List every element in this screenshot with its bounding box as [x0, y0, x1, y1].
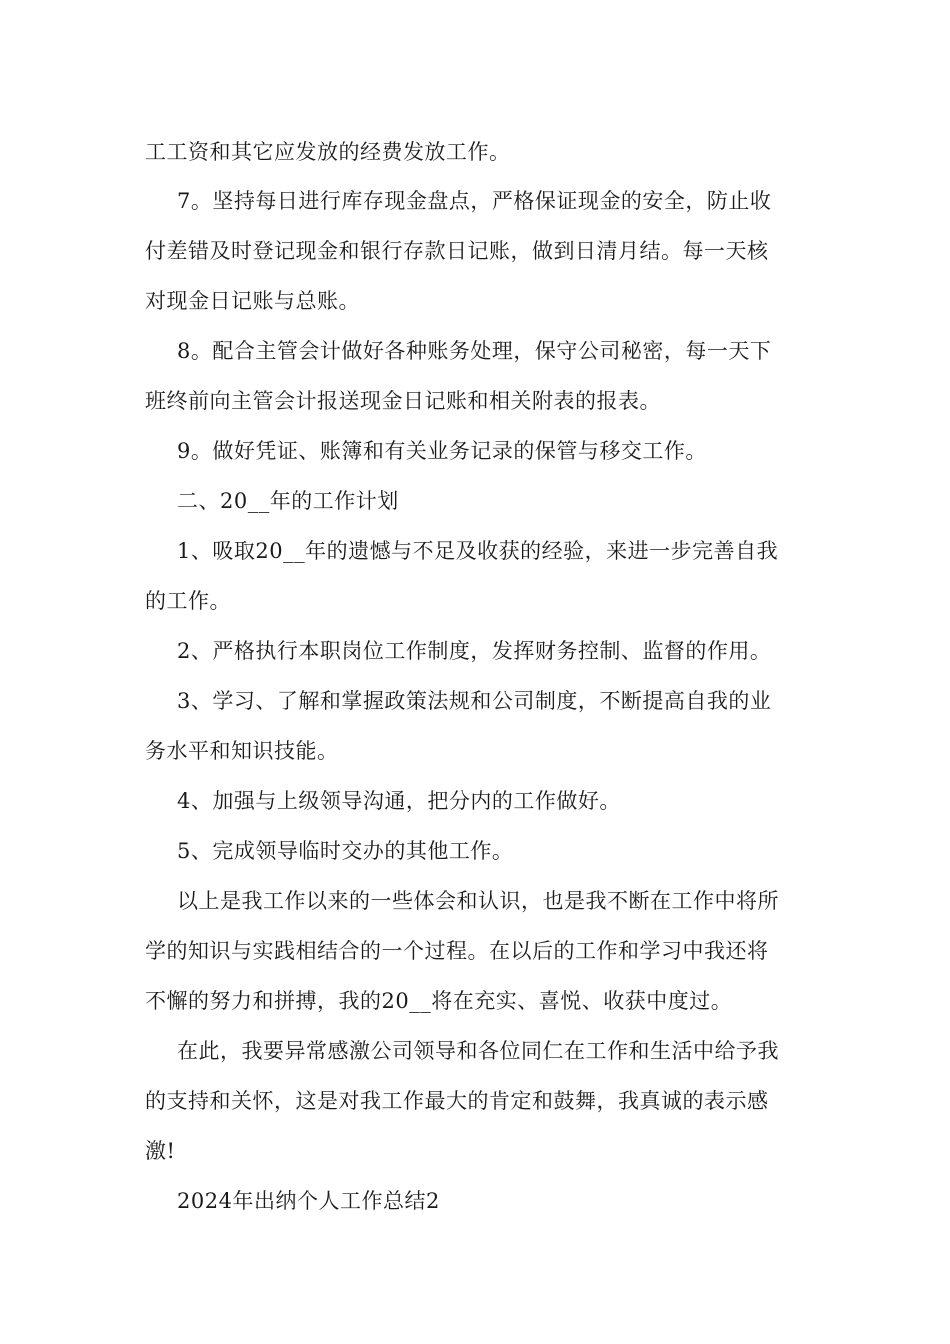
text-line: 4、加强与上级领导沟通，把分内的工作做好。: [177, 789, 621, 813]
text-line: 的支持和关怀，这是对我工作最大的肯定和鼓舞，我真诚的表示感: [145, 1089, 769, 1113]
text-line: 9。做好凭证、账簿和有关业务记录的保管与移交工作。: [177, 439, 707, 463]
text-line: 1、吸取20__年的遗憾与不足及收获的经验，来进一步完善自我: [177, 539, 779, 563]
text-line: 对现金日记账与总账。: [145, 289, 360, 313]
text-line: 5、完成领导临时交办的其他工作。: [177, 839, 514, 863]
text-line: 工工资和其它应发放的经费发放工作。: [145, 140, 511, 164]
text-line: 以上是我工作以来的一些体会和认识，也是我不断在工作中将所: [177, 889, 779, 913]
section-heading: 二、20__年的工作计划: [177, 489, 399, 513]
text-line: 在此，我要异常感激公司领导和各位同仁在工作和生活中给予我: [177, 1039, 779, 1063]
document-title: 2024年出纳个人工作总结2: [177, 1189, 440, 1213]
text-line: 8。配合主管会计做好各种账务处理，保守公司秘密，每一天下: [177, 339, 772, 363]
text-line: 付差错及时登记现金和银行存款日记账，做到日清月结。每一天核: [145, 239, 769, 263]
text-line: 学的知识与实践相结合的一个过程。在以后的工作和学习中我还将: [145, 939, 769, 963]
text-line: 务水平和知识技能。: [145, 739, 339, 763]
text-line: 的工作。: [145, 589, 231, 613]
text-line: 3、学习、了解和掌握政策法规和公司制度，不断提高自我的业: [177, 689, 772, 713]
text-line: 7。坚持每日进行库存现金盘点，严格保证现金的安全，防止收: [177, 189, 772, 213]
text-line: 激!: [145, 1139, 176, 1163]
text-line: 班终前向主管会计报送现金日记账和相关附表的报表。: [145, 389, 661, 413]
text-line: 不懈的努力和拼搏，我的20__将在充实、喜悦、收获中度过。: [145, 989, 733, 1013]
text-line: 2、严格执行本职岗位工作制度，发挥财务控制、监督的作用。: [177, 639, 772, 663]
